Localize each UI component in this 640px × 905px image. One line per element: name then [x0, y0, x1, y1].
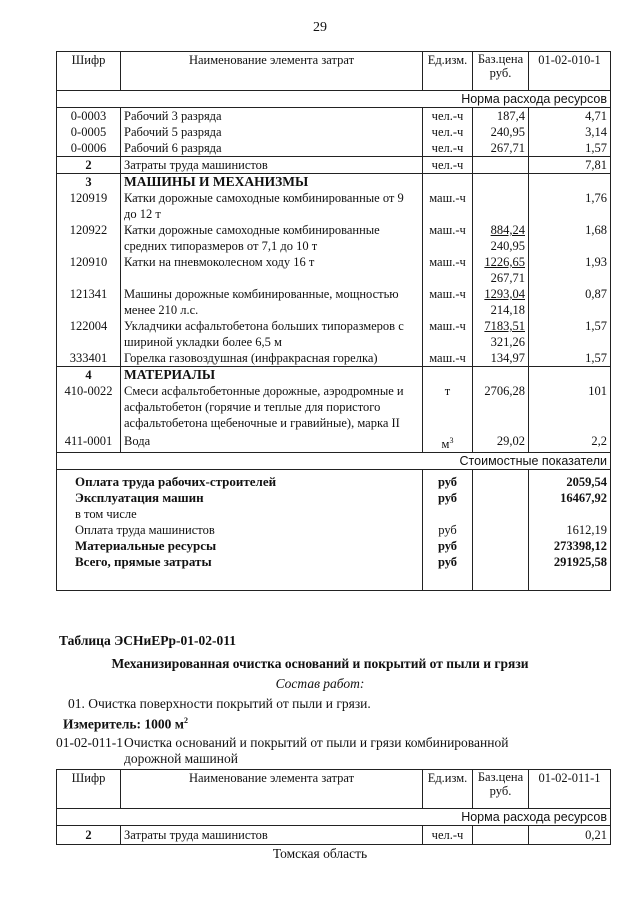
cost-unit	[423, 506, 473, 522]
row-price: 187,4	[473, 108, 529, 125]
table-row	[57, 254, 611, 286]
resource-table-01-02-010-1	[56, 51, 611, 591]
measure-text: Измеритель: 1000 м	[63, 716, 184, 732]
cost-unit: руб	[423, 522, 473, 538]
unit-sup: 3	[449, 436, 454, 445]
cost-name: Оплата труда машинистов	[57, 522, 423, 538]
cost-value: 273398,12	[529, 538, 611, 554]
row-code: 2	[57, 157, 121, 174]
row-code: 121341	[57, 286, 121, 318]
header-name: Наименование элемента затрат	[121, 52, 423, 91]
table-row	[57, 318, 611, 350]
empty-cell	[473, 367, 529, 384]
row-value: 1,57	[529, 318, 611, 350]
row-value: 0,21	[529, 826, 611, 845]
row-name: Затраты труда машинистов	[121, 157, 423, 174]
name-line: шириной укладки более 6,5 м	[124, 335, 282, 349]
cost-name: в том числе	[57, 506, 423, 522]
resource-table-01-02-011-1	[56, 769, 611, 845]
row-unit: маш.-ч	[423, 222, 473, 254]
empty-cell	[473, 522, 529, 538]
row-unit	[423, 431, 473, 453]
spacer-row	[57, 570, 611, 590]
row-code: 0-0005	[57, 124, 121, 140]
cost-row	[57, 554, 611, 570]
row-name: Горелка газовоздушная (инфракрасная горелка)	[121, 350, 423, 367]
name-line: асфальтобетон (горячие и теплые для пористого	[124, 400, 381, 414]
cost-row	[57, 522, 611, 538]
name-line: Смеси асфальтобетонные дорожные, аэродромные и	[124, 384, 404, 398]
row-name: Рабочий 3 разряда	[121, 108, 423, 125]
cost-value: 291925,58	[529, 554, 611, 570]
row-unit: чел.-ч	[423, 108, 473, 125]
empty-cell	[473, 506, 529, 522]
header-price-line2: руб.	[489, 66, 512, 80]
empty-cell	[473, 174, 529, 191]
row-unit: маш.-ч	[423, 254, 473, 286]
row-price	[473, 190, 529, 222]
row-name	[121, 286, 423, 318]
name-line: менее 210 л.с.	[124, 303, 199, 317]
row-value: 2,2	[529, 431, 611, 453]
row-name: Затраты труда машинистов	[121, 826, 423, 845]
section-subtitle: Механизированная очистка оснований и покрытий от пыли и грязи	[111, 656, 529, 671]
row-value: 4,71	[529, 108, 611, 125]
table-row	[57, 826, 611, 845]
cost-name: Оплата труда рабочих-строителей	[57, 474, 423, 490]
empty-cell	[57, 570, 423, 590]
header-code: Шифр	[57, 770, 121, 809]
header-norm-code: 01-02-010-1	[529, 52, 611, 91]
row-value: 1,57	[529, 350, 611, 367]
work-composition-label: Состав работ:	[275, 676, 365, 691]
header-price	[473, 770, 529, 809]
row-price	[473, 157, 529, 174]
norm-label: Норма расхода ресурсов	[57, 91, 611, 108]
cost-name: Эксплуатация машин	[57, 490, 423, 506]
price-main: 7183,51	[484, 319, 525, 333]
unit-base: м	[441, 437, 450, 452]
row-code: 410-0022	[57, 383, 121, 431]
row-value: 3,14	[529, 124, 611, 140]
page-number: 29	[313, 20, 327, 35]
cost-value	[529, 506, 611, 522]
table-row	[57, 190, 611, 222]
header-price-line1: Баз.цена	[477, 770, 524, 784]
row-price: 29,02	[473, 431, 529, 453]
cost-name: Материальные ресурсы	[57, 538, 423, 554]
cost-value: 2059,54	[529, 474, 611, 490]
row-price: 2706,28	[473, 383, 529, 431]
cost-unit: руб	[423, 474, 473, 490]
section-code: 3	[57, 174, 121, 191]
empty-cell	[423, 174, 473, 191]
row-unit: чел.-ч	[423, 140, 473, 157]
name-line: Катки дорожные самоходные комбинированные	[124, 223, 380, 237]
cost-row	[57, 474, 611, 490]
row-unit: т	[423, 383, 473, 431]
empty-cell	[423, 367, 473, 384]
row-value: 0,87	[529, 286, 611, 318]
row-value: 7,81	[529, 157, 611, 174]
row-code: 120922	[57, 222, 121, 254]
empty-cell	[473, 538, 529, 554]
row-unit: маш.-ч	[423, 190, 473, 222]
row-price: 267,71	[473, 140, 529, 157]
row-name: Рабочий 5 разряда	[121, 124, 423, 140]
row-unit: чел.-ч	[423, 157, 473, 174]
cost-label: Стоимостные показатели	[57, 453, 611, 470]
section-row-machines	[57, 174, 611, 191]
header-unit: Ед.изм.	[423, 770, 473, 809]
empty-cell	[473, 554, 529, 570]
empty-cell	[423, 570, 473, 590]
name-line: Катки на пневмоколесном ходу 16 т	[124, 255, 315, 269]
row-code: 120910	[57, 254, 121, 286]
header-price-line2: руб.	[489, 784, 512, 798]
footer-region: Томская область	[272, 846, 368, 861]
table-row	[57, 222, 611, 254]
row-name	[121, 318, 423, 350]
table-title: Таблица ЭСНиЕРр-01-02-011	[59, 633, 237, 648]
price-sub: 321,26	[490, 335, 525, 349]
name-line: Катки дорожные самоходные комбинированные от 9	[124, 191, 404, 205]
cost-name: Всего, прямые затраты	[57, 554, 423, 570]
header-unit: Ед.изм.	[423, 52, 473, 91]
name-line: Укладчики асфальтобетона больших типоразмеров с	[124, 319, 404, 333]
row-value: 1,93	[529, 254, 611, 286]
row-price: 134,97	[473, 350, 529, 367]
table-row	[57, 431, 611, 453]
item-code: 01-02-011-1	[56, 735, 123, 750]
norm-label: Норма расхода ресурсов	[57, 809, 611, 826]
name-line: Машины дорожные комбинированные, мощностью	[124, 287, 399, 301]
row-name	[121, 254, 423, 286]
section-title: МАШИНЫ И МЕХАНИЗМЫ	[121, 174, 423, 191]
price-sub: 267,71	[490, 271, 525, 285]
row-price	[473, 254, 529, 286]
row-value: 101	[529, 383, 611, 431]
row-name	[121, 190, 423, 222]
cost-row	[57, 490, 611, 506]
price-main: 1226,65	[484, 255, 525, 269]
row-unit: маш.-ч	[423, 350, 473, 367]
row-value: 1,68	[529, 222, 611, 254]
row-code: 411-0001	[57, 431, 121, 453]
norm-label-row	[57, 91, 611, 108]
section-title: МАТЕРИАЛЫ	[121, 367, 423, 384]
norm-label-row	[57, 809, 611, 826]
row-name: Рабочий 6 разряда	[121, 140, 423, 157]
table-row	[57, 286, 611, 318]
empty-cell	[473, 570, 529, 590]
row-value: 1,57	[529, 140, 611, 157]
section-row-materials	[57, 367, 611, 384]
cost-row	[57, 538, 611, 554]
table-row	[57, 383, 611, 431]
empty-cell	[529, 570, 611, 590]
table-row	[57, 350, 611, 367]
row-price	[473, 318, 529, 350]
price-main: 1293,04	[484, 287, 525, 301]
table-row	[57, 124, 611, 140]
price-sub: 214,18	[490, 303, 525, 317]
table-row-operators	[57, 157, 611, 174]
name-line: до 12 т	[124, 207, 161, 221]
row-value: 1,76	[529, 190, 611, 222]
row-unit: маш.-ч	[423, 318, 473, 350]
cost-unit: руб	[423, 490, 473, 506]
row-code: 0-0006	[57, 140, 121, 157]
cost-row	[57, 506, 611, 522]
name-line: асфальтобетона щебеночные и гравийные), марка II	[124, 416, 400, 430]
table-header-row	[57, 770, 611, 809]
item-description: Очистка оснований и покрытий от пыли и грязи комбинированной дорожной машиной	[124, 735, 509, 766]
row-code: 0-0003	[57, 108, 121, 125]
row-name	[121, 222, 423, 254]
row-name: Вода	[121, 431, 423, 453]
header-norm-code: 01-02-011-1	[529, 770, 611, 809]
measure-sup: 2	[184, 716, 188, 725]
row-unit: маш.-ч	[423, 286, 473, 318]
work-item: 01. Очистка поверхности покрытий от пыли и грязи.	[68, 696, 371, 711]
header-code: Шифр	[57, 52, 121, 91]
measure-label	[63, 716, 188, 733]
cost-value: 16467,92	[529, 490, 611, 506]
cost-unit: руб	[423, 538, 473, 554]
row-price	[473, 222, 529, 254]
row-code: 2	[57, 826, 121, 845]
section-code: 4	[57, 367, 121, 384]
row-name	[121, 383, 423, 431]
header-price-line1: Баз.цена	[477, 52, 524, 66]
empty-cell	[529, 367, 611, 384]
row-price	[473, 826, 529, 845]
row-price	[473, 286, 529, 318]
table-header-row	[57, 52, 611, 91]
row-price: 240,95	[473, 124, 529, 140]
header-price	[473, 52, 529, 91]
cost-label-row	[57, 453, 611, 470]
row-unit: чел.-ч	[423, 124, 473, 140]
row-unit: чел.-ч	[423, 826, 473, 845]
empty-cell	[473, 490, 529, 506]
table-row	[57, 140, 611, 157]
row-code: 120919	[57, 190, 121, 222]
row-code: 122004	[57, 318, 121, 350]
name-line: средних типоразмеров от 7,1 до 10 т	[124, 239, 318, 253]
price-sub: 240,95	[490, 239, 525, 253]
price-main: 884,24	[490, 223, 525, 237]
empty-cell	[473, 474, 529, 490]
empty-cell	[529, 174, 611, 191]
row-code: 333401	[57, 350, 121, 367]
cost-unit: руб	[423, 554, 473, 570]
cost-value: 1612,19	[529, 522, 611, 538]
table-row	[57, 108, 611, 125]
header-name: Наименование элемента затрат	[121, 770, 423, 809]
